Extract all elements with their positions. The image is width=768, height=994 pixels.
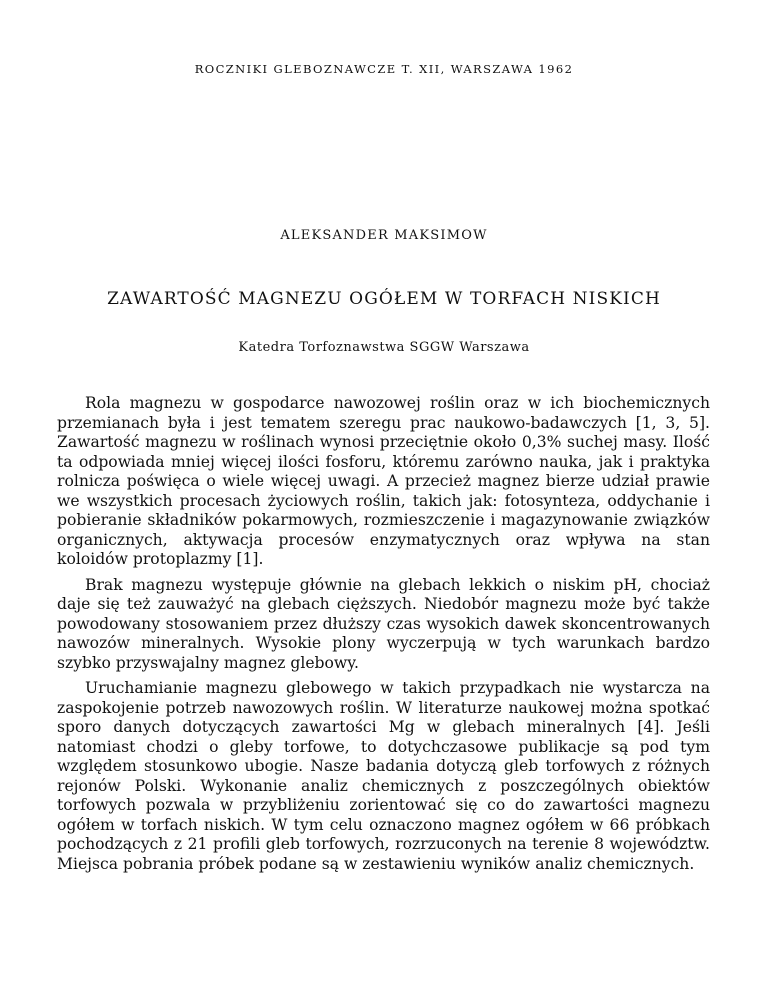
paragraph-2: Brak magnezu występuje głównie na glebach lekkich o niskim pH, chociaż daje się też zauważyć na glebach cięższych. Niedobór magnezu może być także powodowany stosowaniem przez dłuższy czas wysokich dawek skoncentrowanych nawozów mineralnych. Wysokie plony wyczerpują w tych warunkach bardzo szybko przyswajalny magnez glebowy. <box>57 575 710 672</box>
article-title: ZAWARTOŚĆ MAGNEZU OGÓŁEM W TORFACH NISKICH <box>107 289 661 309</box>
article-body <box>57 394 710 874</box>
author-name: ALEKSANDER MAKSIMOW <box>280 228 488 243</box>
paragraph-3: Uruchamianie magnezu glebowego w takich przypadkach nie wystarcza na zaspokojenie potrzeb nawozowych roślin. W literaturze naukowej można spotkać sporo danych dotyczących zawartości Mg w glebach mineralnych [4]. Jeśli natomiast chodzi o gleby torfowe, to dotychczasowe publikacje są pod tym względem stosunkowo ubogie. Nasze badania dotyczą gleb torfowych z różnych rejonów Polski. Wykonanie analiz chemicznych z poszczególnych obiektów torfowych pozwala w przybliżeniu zorientować się co do zawartości magnezu ogółem w torfach niskich. W tym celu oznaczono magnez ogółem w 66 próbkach pochodzących z 21 profili gleb torfowych, rozrzuconych na terenie 8 województw. Miejsca pobrania próbek podane są w zestawieniu wyników analiz chemicznych. <box>57 679 710 873</box>
running-head: ROCZNIKI GLEBOZNAWCZE T. XII, WARSZAWA 1962 <box>194 62 574 76</box>
paragraph-1: Rola magnezu w gospodarce nawozowej roślin oraz w ich biochemicznych przemianach była i jest tematem szeregu prac naukowo-badawczych [1, 3, 5]. Zawartość magnezu w roślinach wynosi przeciętnie około 0,3% suchej masy. Ilość ta odpowiada mniej więcej ilości fosforu, któremu zarówno nauka, jak i praktyka rolnicza poświęca o wiele więcej uwagi. A przecież magnez bierze udział prawie we wszystkich procesach życiowych roślin, takich jak: fotosynteza, oddychanie i pobieranie składników pokarmowych, rozmieszczenie i magazynowanie związków organicznych, aktywacja procesów enzymatycznych oraz wpływa na stan koloidów protoplazmy [1]. <box>57 394 710 568</box>
affiliation: Katedra Torfoznawstwa SGGW Warszawa <box>238 340 530 355</box>
